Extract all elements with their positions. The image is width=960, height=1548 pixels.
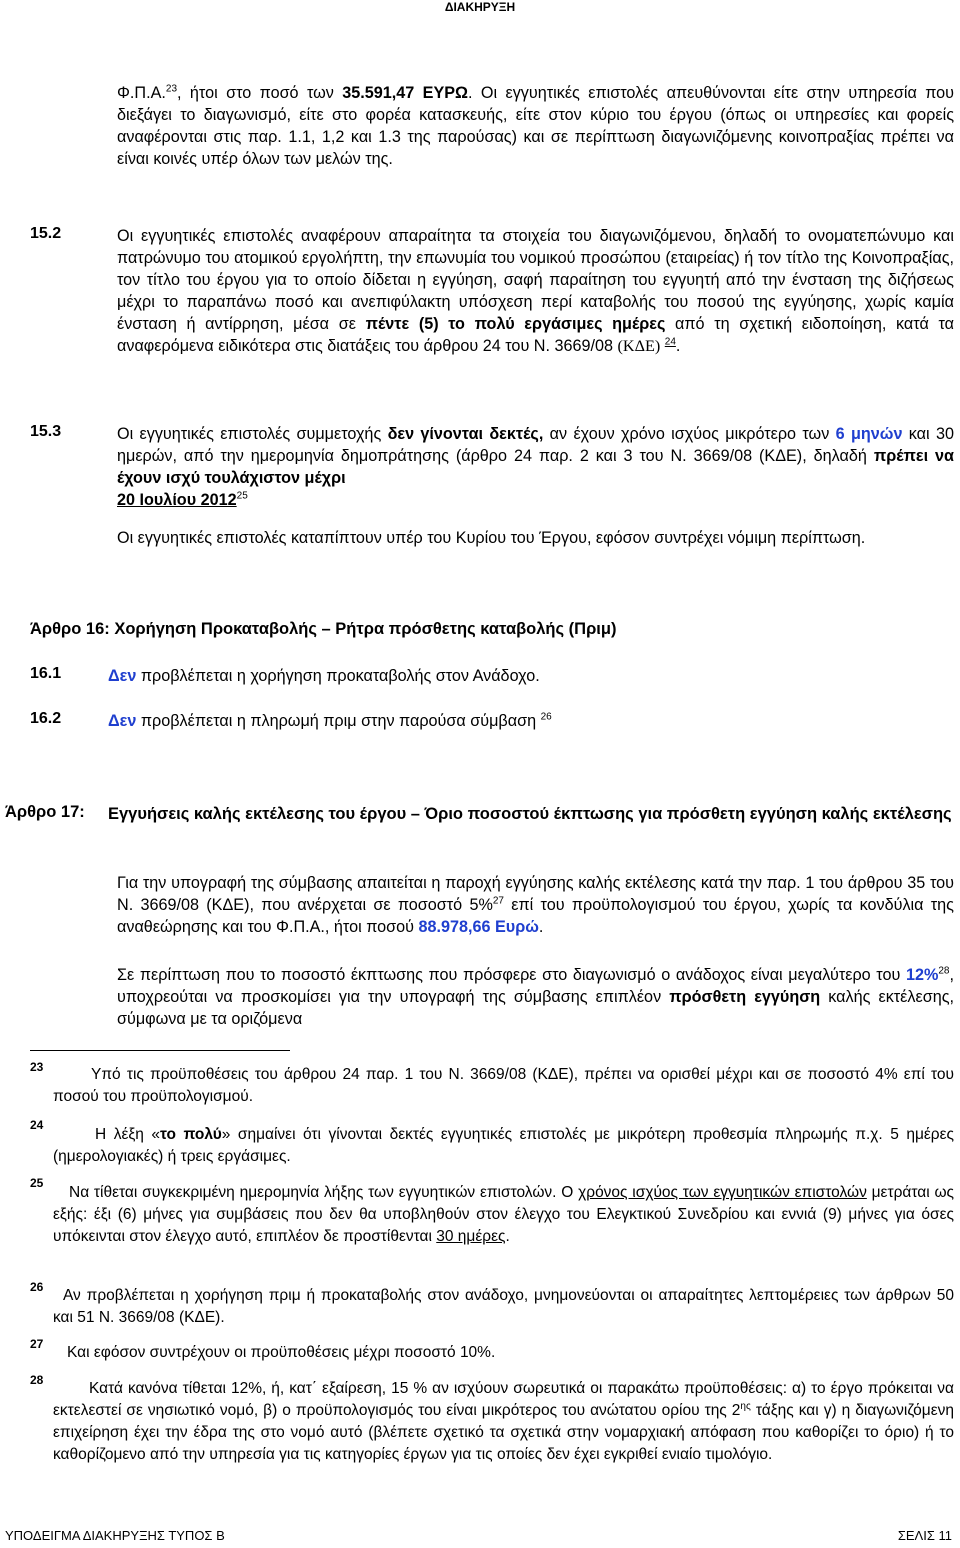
footnote-26-text: Αν προβλέπεται η χορήγηση πριμ ή προκαταβολής στον ανάδοχο, μνημονεύονται οι απαραίτητες λεπτομέρειες των άρθρων 50 και 51 Ν. 3669/08 (ΚΔΕ). (53, 1287, 954, 1326)
article-17-title: Εγγυήσεις καλής εκτέλεσης του έργου – Όριο ποσοστού έκπτωσης για πρόσθετη εγγύηση καλής εκτέλεσης (108, 805, 952, 823)
section-15-2-text: Οι εγγυητικές επιστολές αναφέρουν απαραίτητα τα στοιχεία του διαγωνιζόμενου, δηλαδή το ονοματεπώνυμο και πατρώνυμο του ατομικού εργολήπτη, την επωνυμία του νομικού προσώπου (εταιρείας) ή τον τίτλο της Κοινοπραξίας, τον τίτλο του έργου για το οποίο δίδεται η εγγύηση, σαφή παραίτηση του εγγυητή από την ένσταση της διζήσεως μέχρι το παραπάνω ποσό και ανεπιφύλακτη υπόσχεση περί καταβολής του ποσού της εγγύησης, χωρίς καμία ένσταση ή αντίρρηση, μέσα σε πέντε (5) το πολύ εργάσιμες ημέρες από τη σχετική ειδοποίηση, κατά τα αναφερόμενα ειδικότερα στις διατάξεις του άρθρου 24 του Ν. 3669/08 (ΚΔΕ) $^{24}$. (117, 227, 954, 355)
section-16-1-text: Δεν προβλέπεται η χορήγηση προκαταβολής στον Ανάδοχο. (108, 667, 540, 685)
footnote-25-text: Να τίθεται συγκεκριμένη ημερομηνία λήξης των εγγυητικών επιστολών. Ο χρόνος ισχύος των εγγυητικών επιστολών μετράται ως εξής: έξι (6) μήνες για συμβάσεις που δεν θα υποβληθούν στον έλεγχο του Ελεγκτικού Συνεδρίου και εννιά (9) μήνες για όσες υπόκεινται στον έλεγχο αυτό, επιπλέον δε προστίθενται 30 ημέρες. (53, 1184, 955, 1245)
footnote-number-24: 24 (30, 1118, 44, 1132)
footnote-ref-28[interactable]: 28 (938, 965, 950, 977)
not-accepted-emphasis: δεν γίνονται δεκτές, (387, 425, 544, 443)
section-number-16-1: 16.1 (30, 665, 62, 682)
footer-page-number: ΣΕΛΙΣ 11 (897, 1528, 952, 1543)
footnote-number-25: 25 (30, 1176, 44, 1190)
footnote-number-27: 27 (30, 1337, 44, 1351)
footnote-ref-26[interactable]: 26 (540, 711, 552, 723)
six-months-emphasis: 6 μηνών (835, 425, 903, 443)
article-17-paragraph-1: Για την υπογραφή της σύμβασης απαιτείται η παροχή εγγύησης καλής εκτέλεσης κατά την παρ. 1 του άρθρου 35 του Ν. 3669/08 (ΚΔΕ), που ανέρχεται σε ποσοστό 5%$^{27}$ επί του προϋπολογισμού του έργου, χωρίς τα κονδύλια της αναθεώρησης και του Φ.Π.Α., ήτοι ποσού 88.978,66 Ευρώ. (117, 874, 954, 936)
section-number-16-2: 16.2 (30, 710, 62, 727)
intro-paragraph: Φ.Π.Α.$^{23}$, ήτοι στο ποσό των 35.591,47 ΕΥΡΩ. Οι εγγυητικές επιστολές απευθύνονται είτε στην υπηρεσία που διεξάγει το διαγωνισμό, είτε στο φορέα κατασκευής, είτε στον κύριο του έργου (όπως οι υπηρεσίες και φορείς αναφέρονται στις παρ. 1.1, 1,2 και 1.3 της παρούσας) και σε περίπτωση διαγωνιζόμενης κοινοπραξίας πρέπει να είναι κοινές υπέρ όλων των μελών της. (117, 83, 954, 168)
guarantee-amount: 35.591,47 ΕΥΡΩ (342, 84, 469, 102)
article-17-label: Άρθρο 17: (5, 803, 85, 821)
footnote-27-text: Και εφόσον συντρέχουν οι προϋποθέσεις μέχρι ποσοστό 10%. (67, 1344, 496, 1361)
five-days-emphasis: πέντε (5) το πολύ εργάσιμες ημέρες (365, 315, 666, 333)
performance-guarantee-amount: 88.978,66 Ευρώ (418, 918, 539, 936)
footnote-number-26: 26 (30, 1280, 44, 1294)
footer-document-type: ΥΠΟΔΕΙΓΜΑ ΔΙΑΚΗΡΥΞΗΣ ΤΥΠΟΣ Β (5, 1528, 225, 1543)
page-header-title: ΔΙΑΚΗΡΥΞΗ (444, 0, 516, 14)
footnote-24-text: Η λέξη «το πολύ» σημαίνει ότι γίνονται δεκτές εγγυητικές επιστολές με μικρότερη προθεσμία πληρωμής π.χ. 5 ημέρες (ημερολογιακές) ή τρεις εργάσιμες. (53, 1126, 954, 1165)
article-17-paragraph-2: Σε περίπτωση που το ποσοστό έκπτωσης που πρόσφερε στο διαγωνισμό ο ανάδοχος είναι μεγαλύτερο του 12%$^{28}$, υποχρεούται να προσκομίσει για την υπογραφή της σύμβασης επιπλέον πρόσθετη εγγύηση καλής εκτέλεσης, σύμφωνα με τα οριζόμενα (117, 965, 955, 1028)
section-16-2-text: Δεν προβλέπεται η πληρωμή πριμ στην παρούσα σύμβαση $^{26}$ (108, 711, 552, 730)
footnote-number-28: 28 (30, 1373, 44, 1387)
footnote-28-text: Κατά κανόνα τίθεται 12%, ή, κατ΄ εξαίρεση, 15 % αν ισχύουν σωρευτικά οι παρακάτω προϋποθέσεις: α) το έργο πρόκειται να εκτελεστεί σε νησιωτικό νομό, β) ο προϋπολογισμός του είναι μικρότερος του ανώτατου ορίου της $2^{\eta\varsigma}$ τάξης και γ) η διαγωνιζόμενη επιχείρηση έχει την έδρα της στο νομό αυτό (βλέπετε σχετικό τα σχετικά στην νομαρχιακή απόφαση που καθορίζει το όριο) ή το καθορίζομενο από την υπηρεσία για τις κατηγορίες έργων για τις οποίες δεν έχει εγκριθεί ενιαίο τιμολόγιο. (53, 1380, 954, 1463)
footnote-number-23: 23 (30, 1060, 44, 1074)
footnote-ref-27[interactable]: 27 (492, 895, 504, 907)
footnote-ref-23[interactable]: 23 (165, 83, 178, 95)
article-16-heading: Άρθρο 16: Χορήγηση Προκαταβολής – Ρήτρα πρόσθετης καταβολής (Πριμ) (30, 620, 617, 638)
section-15-3-text: Οι εγγυητικές επιστολές συμμετοχής δεν γίνονται δεκτές, αν έχουν χρόνο ισχύος μικρότερο των 6 μηνών και 30 ημερών, από την ημερομηνία δημοπράτησης (άρθρο 24 παρ. 2 και 3 του Ν. 3669/08 (ΚΔΕ), δηλαδή πρέπει να έχουν ισχύ τουλάχιστον μέχρι 20 Ιουλίου 2012$^{25}$ (117, 425, 954, 509)
deadline-date: 20 Ιουλίου 2012 (117, 491, 237, 509)
section-number-15-2: 15.2 (30, 225, 62, 242)
section-15-3-forfeit-text: Οι εγγυητικές επιστολές καταπίπτουν υπέρ του Κυρίου του Έργου, εφόσον συντρέχει νόμιμη περίπτωση. (117, 529, 866, 547)
footnote-ref-24[interactable]: 24 (664, 336, 676, 348)
footnote-ref-25[interactable]: 25 (236, 490, 248, 502)
footnote-23-text: Υπό τις προϋποθέσεις του άρθρου 24 παρ. 1 του Ν. 3669/08 (ΚΔΕ), πρέπει να ορισθεί μέχρι και σε ποσοστό 4% επί του ποσού του προϋπολογισμού. (53, 1066, 954, 1105)
section-number-15-3: 15.3 (30, 423, 62, 440)
footnote-separator (30, 1050, 290, 1051)
